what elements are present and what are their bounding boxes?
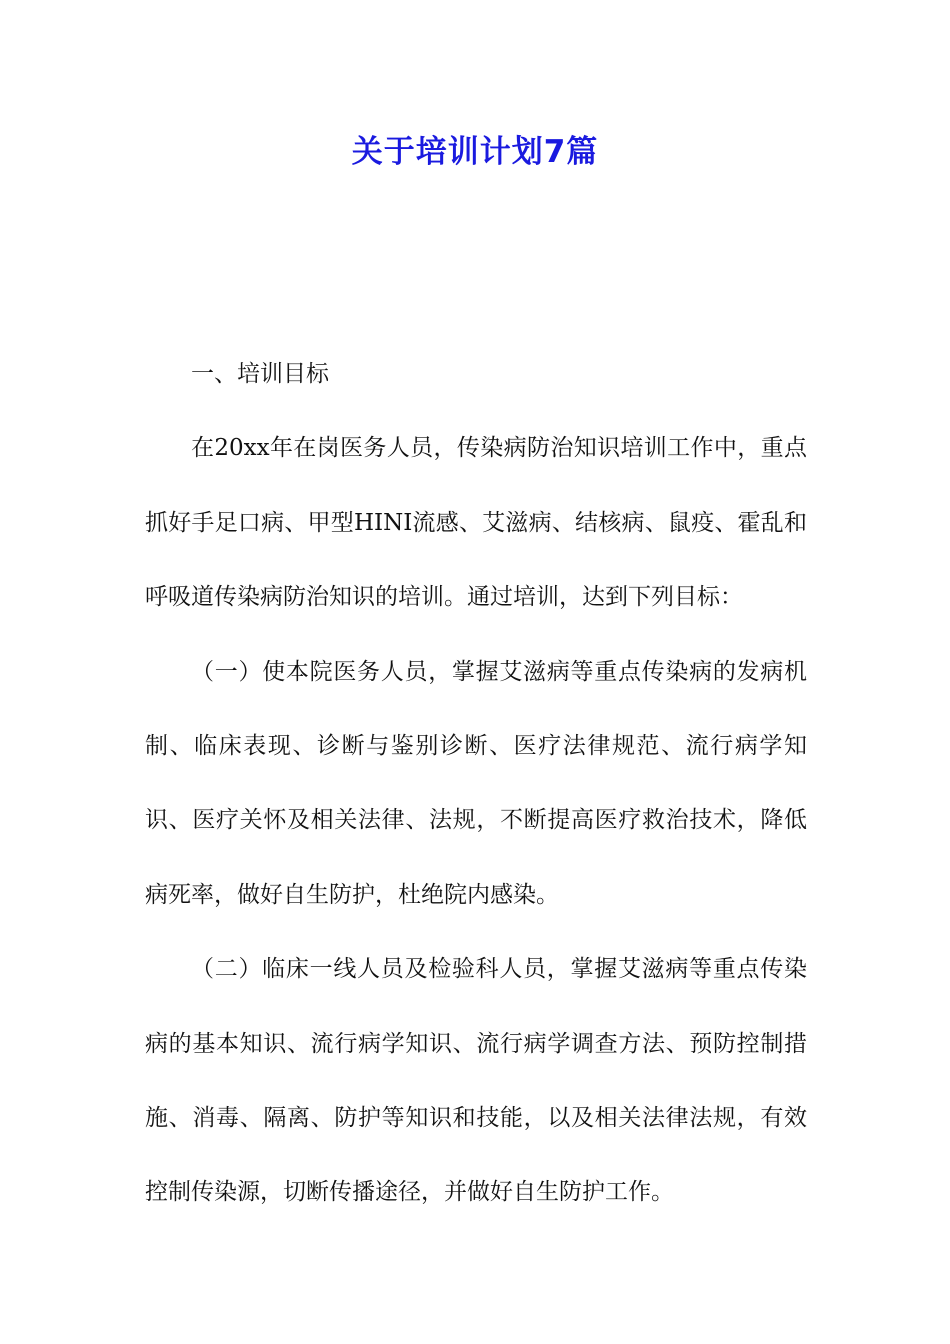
document-title: 关于培训计划7篇 [351, 134, 599, 170]
document-body [145, 337, 807, 1230]
paragraph: （二）临床一线人员及检验科人员，掌握艾滋病等重点传染病的基本知识、流行病学知识、流行病学调查方法、预防控制措施、消毒、隔离、防护等知识和技能，以及相关法律法规，有效控制传染源，切断传播途径，并做好自生防护工作。 [145, 956, 807, 1206]
paragraph: （一）使本院医务人员，掌握艾滋病等重点传染病的发病机制、临床表现、诊断与鉴别诊断、医疗法律规范、流行病学知识、医疗关怀及相关法律、法规，不断提高医疗救治技术，降低病死率，做好自生防护，杜绝院内感染。 [145, 658, 807, 908]
paragraph: 在20xx年在岗医务人员，传染病防治知识培训工作中，重点抓好手足口病、甲型HINI流感、艾滋病、结核病、鼠疫、霍乱和呼吸道传染病防治知识的培训。通过培训，达到下列目标： [145, 435, 807, 611]
section-heading: 一、培训目标 [191, 361, 329, 387]
